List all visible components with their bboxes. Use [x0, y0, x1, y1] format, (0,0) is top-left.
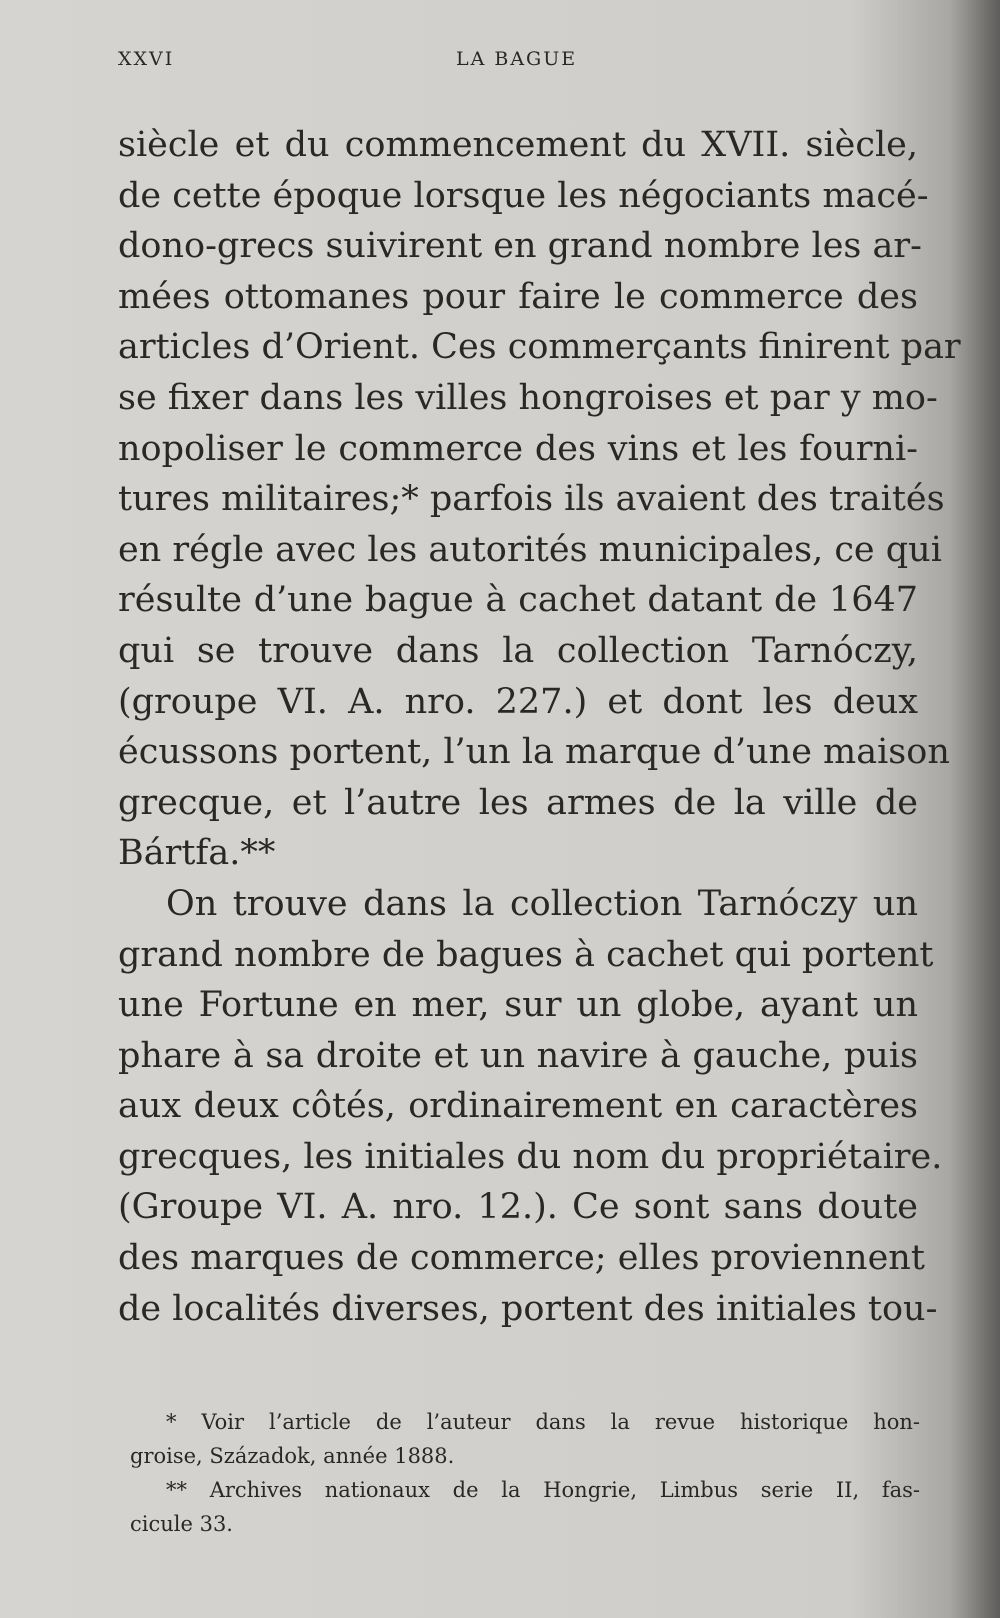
text-line: On trouve dans la collection Tarnóczy un — [166, 883, 918, 924]
text-line: écussons portent, l’un la marque d’une maison — [118, 732, 950, 773]
text-line: grecque, et l’autre les armes de la ville de — [118, 782, 918, 823]
text-line: tures militaires;* parfois ils avaient des traités — [118, 479, 945, 520]
footnote-line: * Voir l’article de l’auteur dans la revue historique hon- — [166, 1410, 920, 1434]
text-line: de localités diverses, portent des initiales tou- — [118, 1288, 938, 1329]
text-line: grand nombre de bagues à cachet qui portent — [118, 934, 934, 975]
text-line: se fixer dans les villes hongroises et par y mo- — [118, 377, 938, 418]
text-line: (Groupe VI. A. nro. 12.). Ce sont sans doute — [118, 1187, 918, 1228]
footnotes — [130, 1405, 920, 1541]
text-line: aux deux côtés, ordinairement en caractères — [118, 1086, 918, 1127]
text-line: mées ottomanes pour faire le commerce des — [118, 276, 918, 317]
text-line: nopoliser le commerce des vins et les fourni- — [118, 428, 918, 469]
footnote-line: groise, Századok, année 1888. — [130, 1444, 455, 1468]
running-title: LA BAGUE — [456, 48, 578, 70]
text-line: phare à sa droite et un navire à gauche, puis — [118, 1035, 918, 1076]
text-line: siècle et du commencement du XVII. siècle, — [118, 125, 918, 165]
text-line: en régle avec les autorités municipales, ce qui — [118, 529, 942, 570]
text-line: grecques, les initiales du nom du propriétaire. — [118, 1136, 943, 1177]
footnote-line: cicule 33. — [130, 1512, 233, 1536]
page-number: XXVI — [118, 48, 175, 70]
text-line: (groupe VI. A. nro. 227.) et dont les deux — [118, 681, 918, 722]
body-text — [118, 120, 961, 1334]
text-line: une Fortune en mer, sur un globe, ayant un — [118, 985, 918, 1026]
text-line: des marques de commerce; elles proviennent — [118, 1238, 925, 1279]
page-header — [118, 48, 918, 78]
text-line: qui se trouve dans la collection Tarnóczy, — [118, 630, 918, 671]
text-line: résulte d’une bague à cachet datant de 1647 — [118, 580, 918, 621]
footnote-line: ** Archives nationaux de la Hongrie, Limbus serie II, fas- — [166, 1478, 920, 1502]
text-line: articles d’Orient. Ces commerçants finirent par — [118, 327, 961, 368]
text-line: dono-grecs suivirent en grand nombre les ar- — [118, 226, 922, 267]
text-line: Bártfa.** — [118, 833, 276, 874]
text-line: de cette époque lorsque les négociants macé- — [118, 175, 929, 216]
